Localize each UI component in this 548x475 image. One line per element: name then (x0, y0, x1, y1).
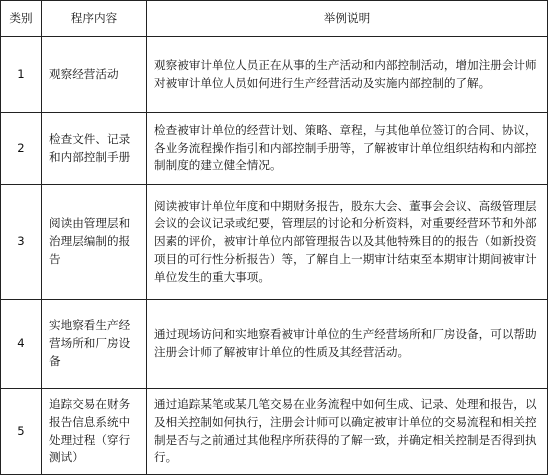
example-cell: 阅读被审计单位年度和中期财务报告，股东大会、董事会会议、高级管理层会议的会议记录或纪要，管理层的讨论和分析资料，对重要经营环节和外部因素的评价，被审计单位内部管理报告以及其他特殊目的的报告（如新投资项目的可行性分析报告）等，了解自上一期审计结束至本期审计期间被审计单位发生的重大事项。 (147, 185, 548, 300)
procedure-cell: 实地察看生产经营场所和厂房设备 (42, 300, 147, 389)
procedure-cell: 追踪交易在财务报告信息系统中处理过程（穿行测试） (42, 389, 147, 475)
example-cell: 通过现场访问和实地察看被审计单位的生产经营场所和厂房设备，可以帮助注册会计师了解被审计单位的性质及其经营活动。 (147, 300, 548, 389)
table-row (1, 300, 548, 389)
row-number: 4 (1, 300, 42, 389)
example-cell: 通过追踪某笔或某几笔交易在业务流程中如何生成、记录、处理和报告，以及相关控制如何执行，注册会计师可以确定被审计单位的交易流程和相关控制是否与之前通过其他程序所获得的了解一致，并确定相关控制是否得到执行。 (147, 389, 548, 475)
example-cell: 检查被审计单位的经营计划、策略、章程，与其他单位签订的合同、协议，各业务流程操作指引和内部控制手册等，了解被审计单位组织结构和内部控制制度的建立健全情况。 (147, 113, 548, 185)
table-row (1, 37, 548, 113)
table-row (1, 185, 548, 300)
row-number: 1 (1, 37, 42, 113)
procedure-cell: 阅读由管理层和治理层编制的报告 (42, 185, 147, 300)
procedure-cell: 观察经营活动 (42, 37, 147, 113)
header-category: 类别 (1, 1, 42, 37)
row-number: 3 (1, 185, 42, 300)
row-number: 5 (1, 389, 42, 475)
procedure-cell: 检查文件、记录和内部控制手册 (42, 113, 147, 185)
table-row (1, 113, 548, 185)
header-procedure-content: 程序内容 (42, 1, 147, 37)
header-example-description: 举例说明 (147, 1, 548, 37)
table-row (1, 389, 548, 475)
table-header-row (1, 1, 548, 37)
row-number: 2 (1, 113, 42, 185)
example-cell: 观察被审计单位人员正在从事的生产活动和内部控制活动，增加注册会计师对被审计单位人员如何进行生产经营活动及实施内部控制的了解。 (147, 37, 548, 113)
